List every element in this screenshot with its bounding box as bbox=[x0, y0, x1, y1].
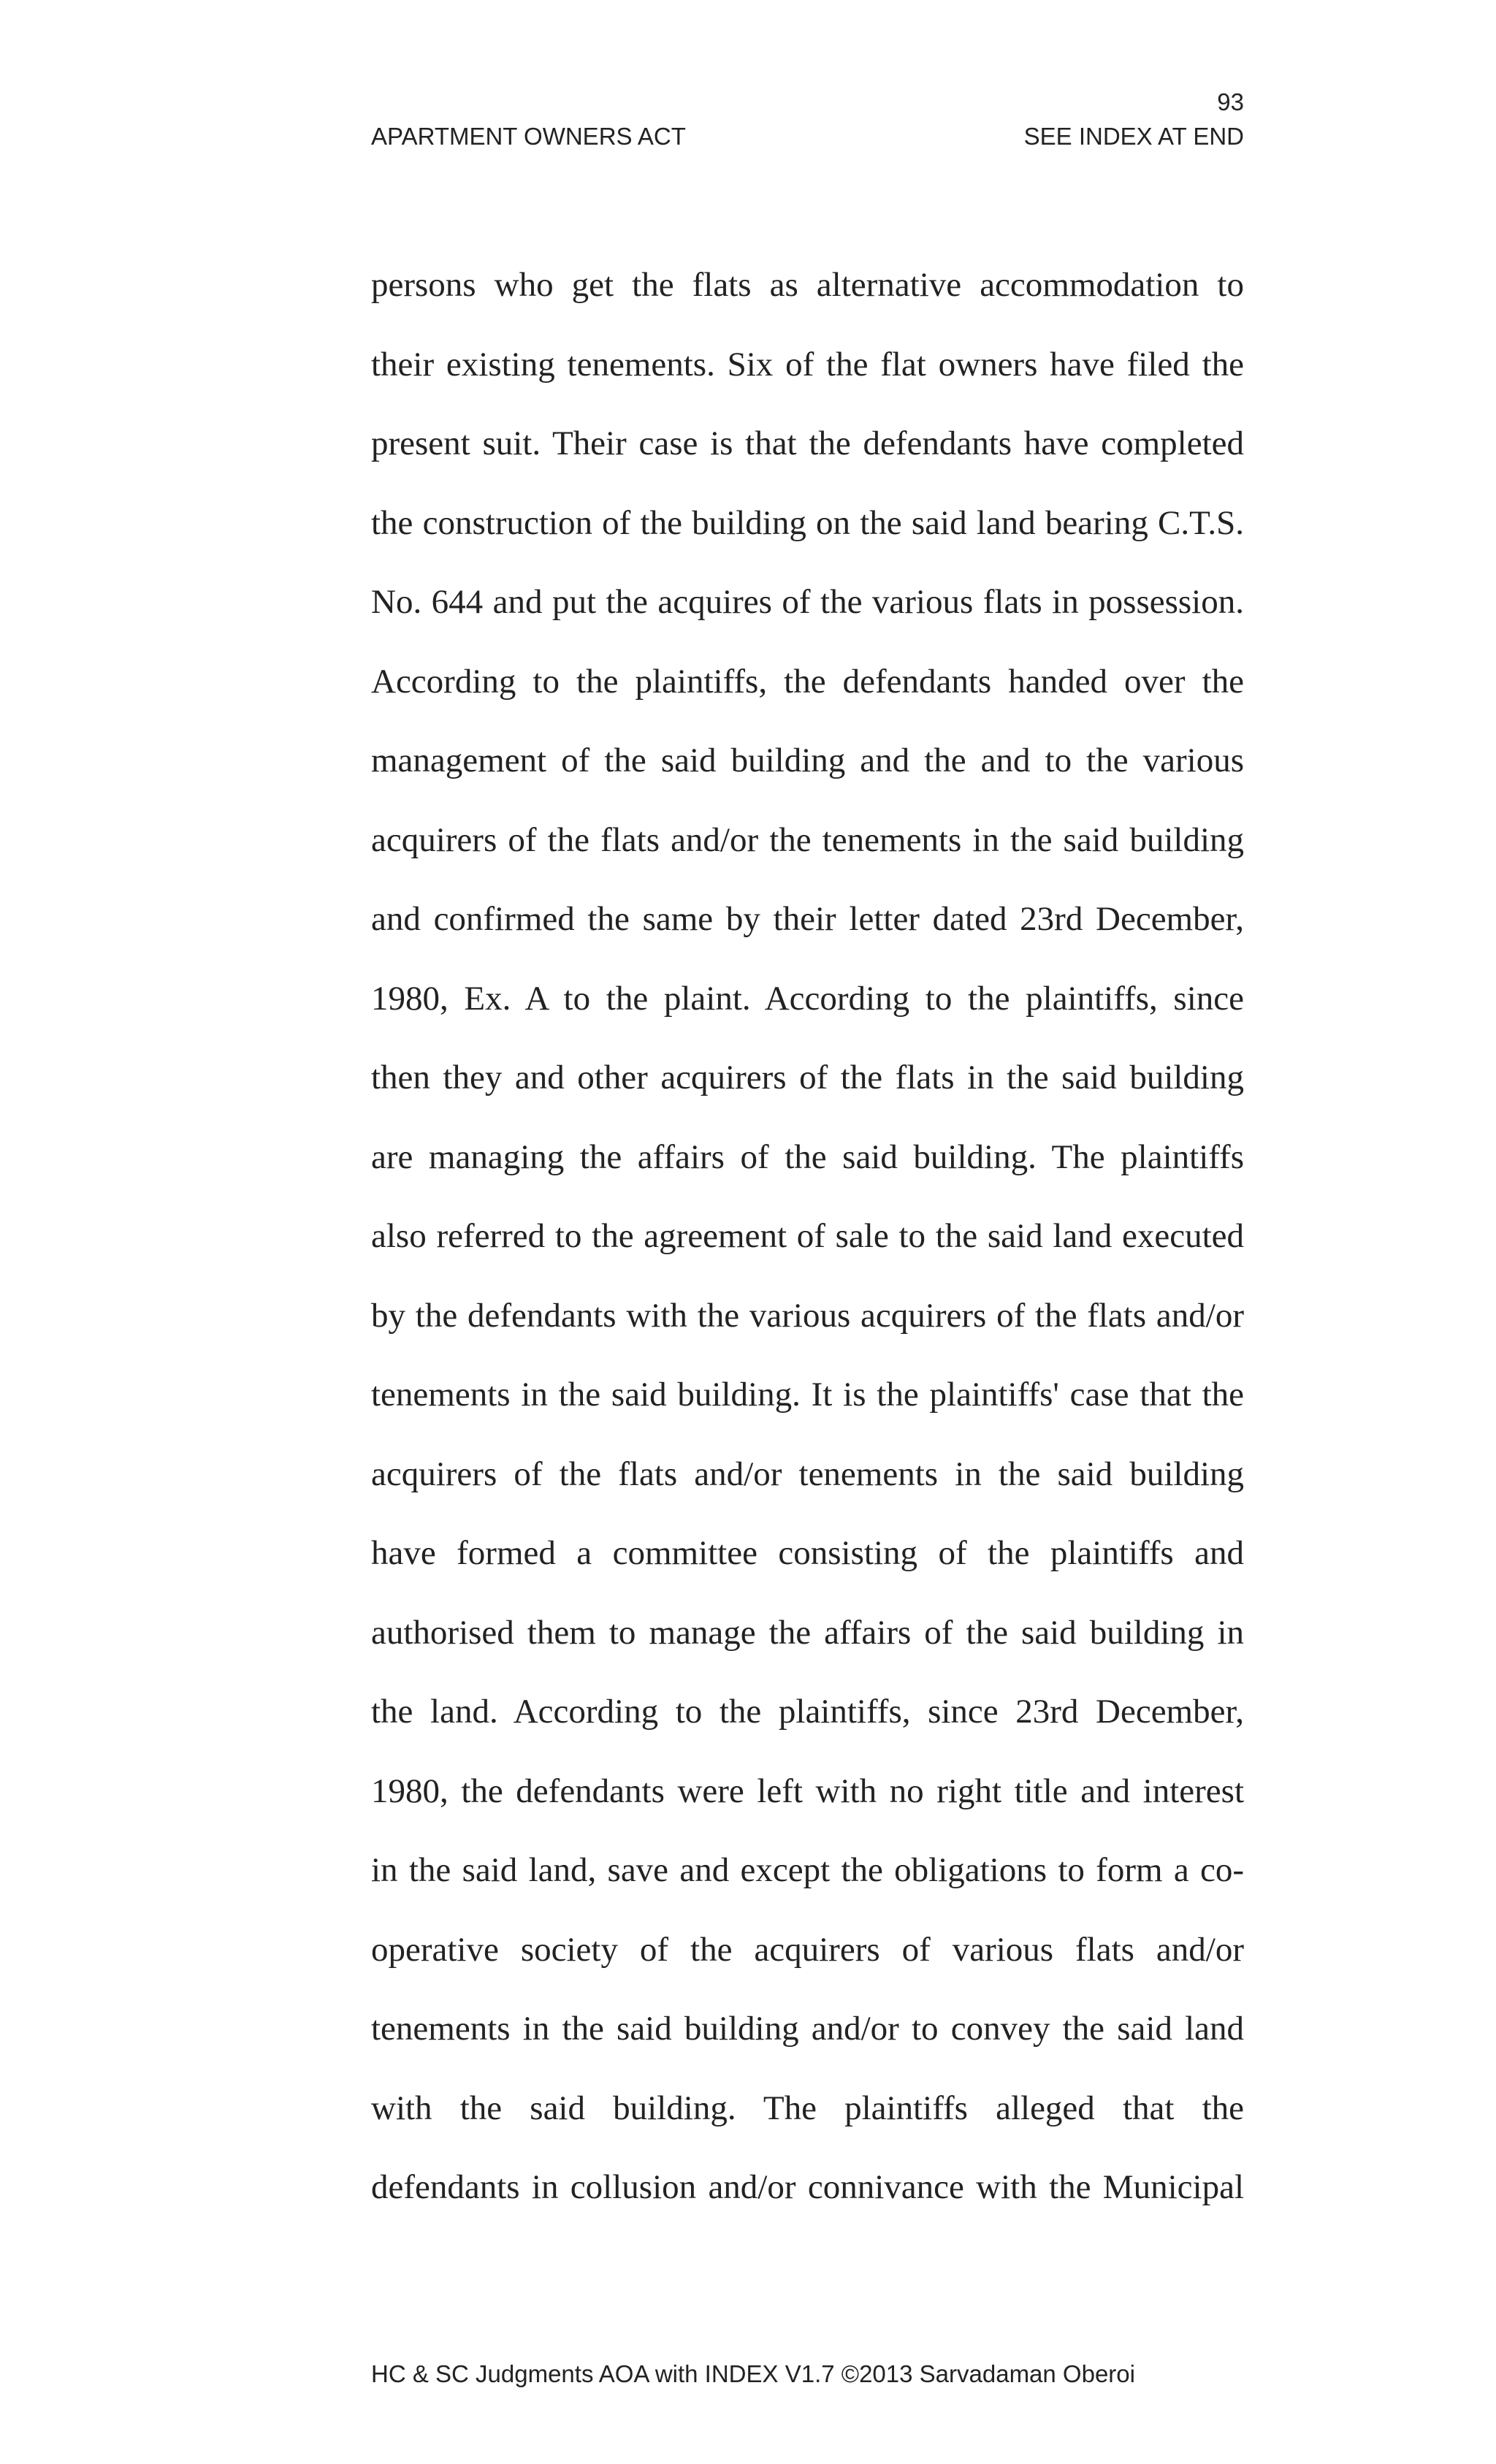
body-line: then they and other acquirers of the flats in the said building bbox=[371, 1059, 1244, 1096]
body-line: the land. According to the plaintiffs, since 23rd December, bbox=[371, 1693, 1244, 1731]
page-footer: HC & SC Judgments AOA with INDEX V1.7 ©2013 Sarvadaman Oberoi bbox=[371, 2360, 1135, 2387]
body-line: authorised them to manage the affairs of the said building in bbox=[371, 1613, 1244, 1652]
judgment-body-text bbox=[371, 263, 1244, 2245]
body-line: have formed a committee consisting of the plaintiffs and bbox=[371, 1534, 1244, 1572]
body-line: present suit. Their case is that the defendants have completed bbox=[371, 424, 1244, 462]
body-line: According to the plaintiffs, the defendants handed over the bbox=[371, 662, 1244, 701]
header-right-title: SEE INDEX AT END bbox=[1023, 123, 1244, 150]
body-line: 1980, Ex. A to the plaint. According to the plaintiffs, since bbox=[371, 979, 1244, 1018]
page-number: 93 bbox=[1217, 88, 1244, 115]
body-line: No. 644 and put the acquires of the various flats in possession. bbox=[371, 583, 1244, 621]
body-line: tenements in the said building. It is the plaintiffs' case that the bbox=[371, 1376, 1244, 1414]
body-line: their existing tenements. Six of the flat owners have filed the bbox=[371, 345, 1244, 384]
running-header bbox=[371, 121, 1244, 153]
body-line: and confirmed the same by their letter dated 23rd December, bbox=[371, 900, 1244, 938]
body-line: tenements in the said building and/or to convey the said land bbox=[371, 2010, 1244, 2048]
body-line: persons who get the flats as alternative accommodation to bbox=[371, 266, 1244, 304]
body-line: the construction of the building on the said land bearing C.T.S. bbox=[371, 503, 1244, 542]
body-line: management of the said building and the and to the various bbox=[371, 741, 1244, 779]
body-line: acquirers of the flats and/or the tenements in the said building bbox=[371, 820, 1244, 859]
body-line: operative society of the acquirers of various flats and/or bbox=[371, 1930, 1244, 1969]
header-left-title: APARTMENT OWNERS ACT bbox=[371, 123, 686, 150]
body-line: with the said building. The plaintiffs alleged that the bbox=[371, 2089, 1244, 2127]
body-line: in the said land, save and except the obligations to form a co- bbox=[371, 1851, 1244, 1889]
body-line: acquirers of the flats and/or tenements in the said building bbox=[371, 1454, 1244, 1493]
body-line: are managing the affairs of the said building. The plaintiffs bbox=[371, 1137, 1244, 1176]
body-line: defendants in collusion and/or connivance with the Municipal bbox=[371, 2168, 1244, 2206]
body-line: by the defendants with the various acquirers of the flats and/or bbox=[371, 1296, 1244, 1335]
body-line: also referred to the agreement of sale to the said land executed bbox=[371, 1217, 1244, 1255]
body-line: 1980, the defendants were left with no right title and interest bbox=[371, 1771, 1244, 1810]
